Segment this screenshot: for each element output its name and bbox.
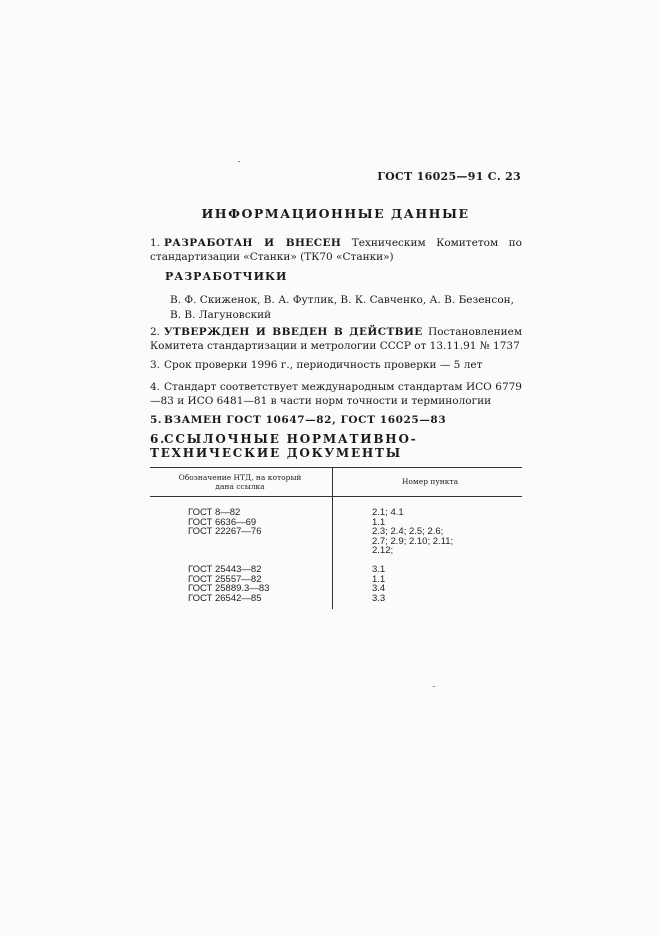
item-5 <box>150 413 522 427</box>
item-4-number: 4. <box>150 381 161 393</box>
developers-list: В. Ф. Скиженок, В. А. Футлик, В. К. Савченко, А. В. Безенсон, В. В. Лагуновский <box>170 294 514 321</box>
item-2 <box>150 325 522 353</box>
item-2-number: 2. <box>150 326 161 338</box>
item-3 <box>150 358 522 372</box>
scan-speck <box>433 686 435 687</box>
item-2-text: Постановлением Комитета стандартизации и метрологии СССР от 13.11.91 № 1737 <box>150 326 522 352</box>
item-4 <box>150 380 522 408</box>
item-4-text: Стандарт соответствует международным стандартам ИСО 6779—83 и ИСО 6481—81 в части норм точности и терминологии <box>150 381 522 407</box>
item-1-number: 1. <box>150 237 161 249</box>
item-6 <box>150 432 522 460</box>
item-5-number: 5. <box>150 414 163 426</box>
table-col2-values: 2.1; 4.1 1.1 2.3; 2.4; 2.5; 2.6; 2.7; 2.9; 2.10; 2.11; 2.12; 3.1 1.1 3.4 3.3 <box>372 507 454 604</box>
table-header-rule <box>150 496 522 497</box>
item-2-bold: УТВЕРЖДЕН И ВВЕДЕН В ДЕЙСТВИЕ <box>164 326 423 338</box>
table-col2-header: Номер пункта <box>401 477 459 486</box>
item-1-text: Техническим Комитетом по стандартизации «Станки» (ТК70 «Станки») <box>150 237 522 263</box>
table-column-divider <box>332 467 333 609</box>
page-header: ГОСТ 16025—91 С. 23 <box>377 170 521 183</box>
item-6-text: ССЫЛОЧНЫЕ НОРМАТИВНО-ТЕХНИЧЕСКИЕ ДОКУМЕНТЫ <box>150 432 418 460</box>
table-col1-header: Обозначение НТД, на который дана ссылка <box>178 473 302 491</box>
table-top-rule <box>150 467 522 468</box>
page-title: ИНФОРМАЦИОННЫЕ ДАННЫЕ <box>201 206 470 221</box>
item-1 <box>150 236 522 264</box>
item-3-text: Срок проверки 1996 г., периодичность проверки — 5 лет <box>164 359 483 371</box>
item-6-number: 6. <box>150 432 167 446</box>
item-3-number: 3. <box>150 359 161 371</box>
item-1-bold: РАЗРАБОТАН И ВНЕСЕН <box>164 237 342 249</box>
scan-speck <box>238 161 240 162</box>
developers-heading: РАЗРАБОТЧИКИ <box>165 270 288 283</box>
item-5-text: ВЗАМЕН ГОСТ 10647—82, ГОСТ 16025—83 <box>164 414 447 426</box>
table-col1-values: ГОСТ 8—82 ГОСТ 6636—69 ГОСТ 22267—76 ГОСТ 25443—82 ГОСТ 25557—82 ГОСТ 25889.3—83 ГОСТ 26542—85 <box>188 507 270 604</box>
